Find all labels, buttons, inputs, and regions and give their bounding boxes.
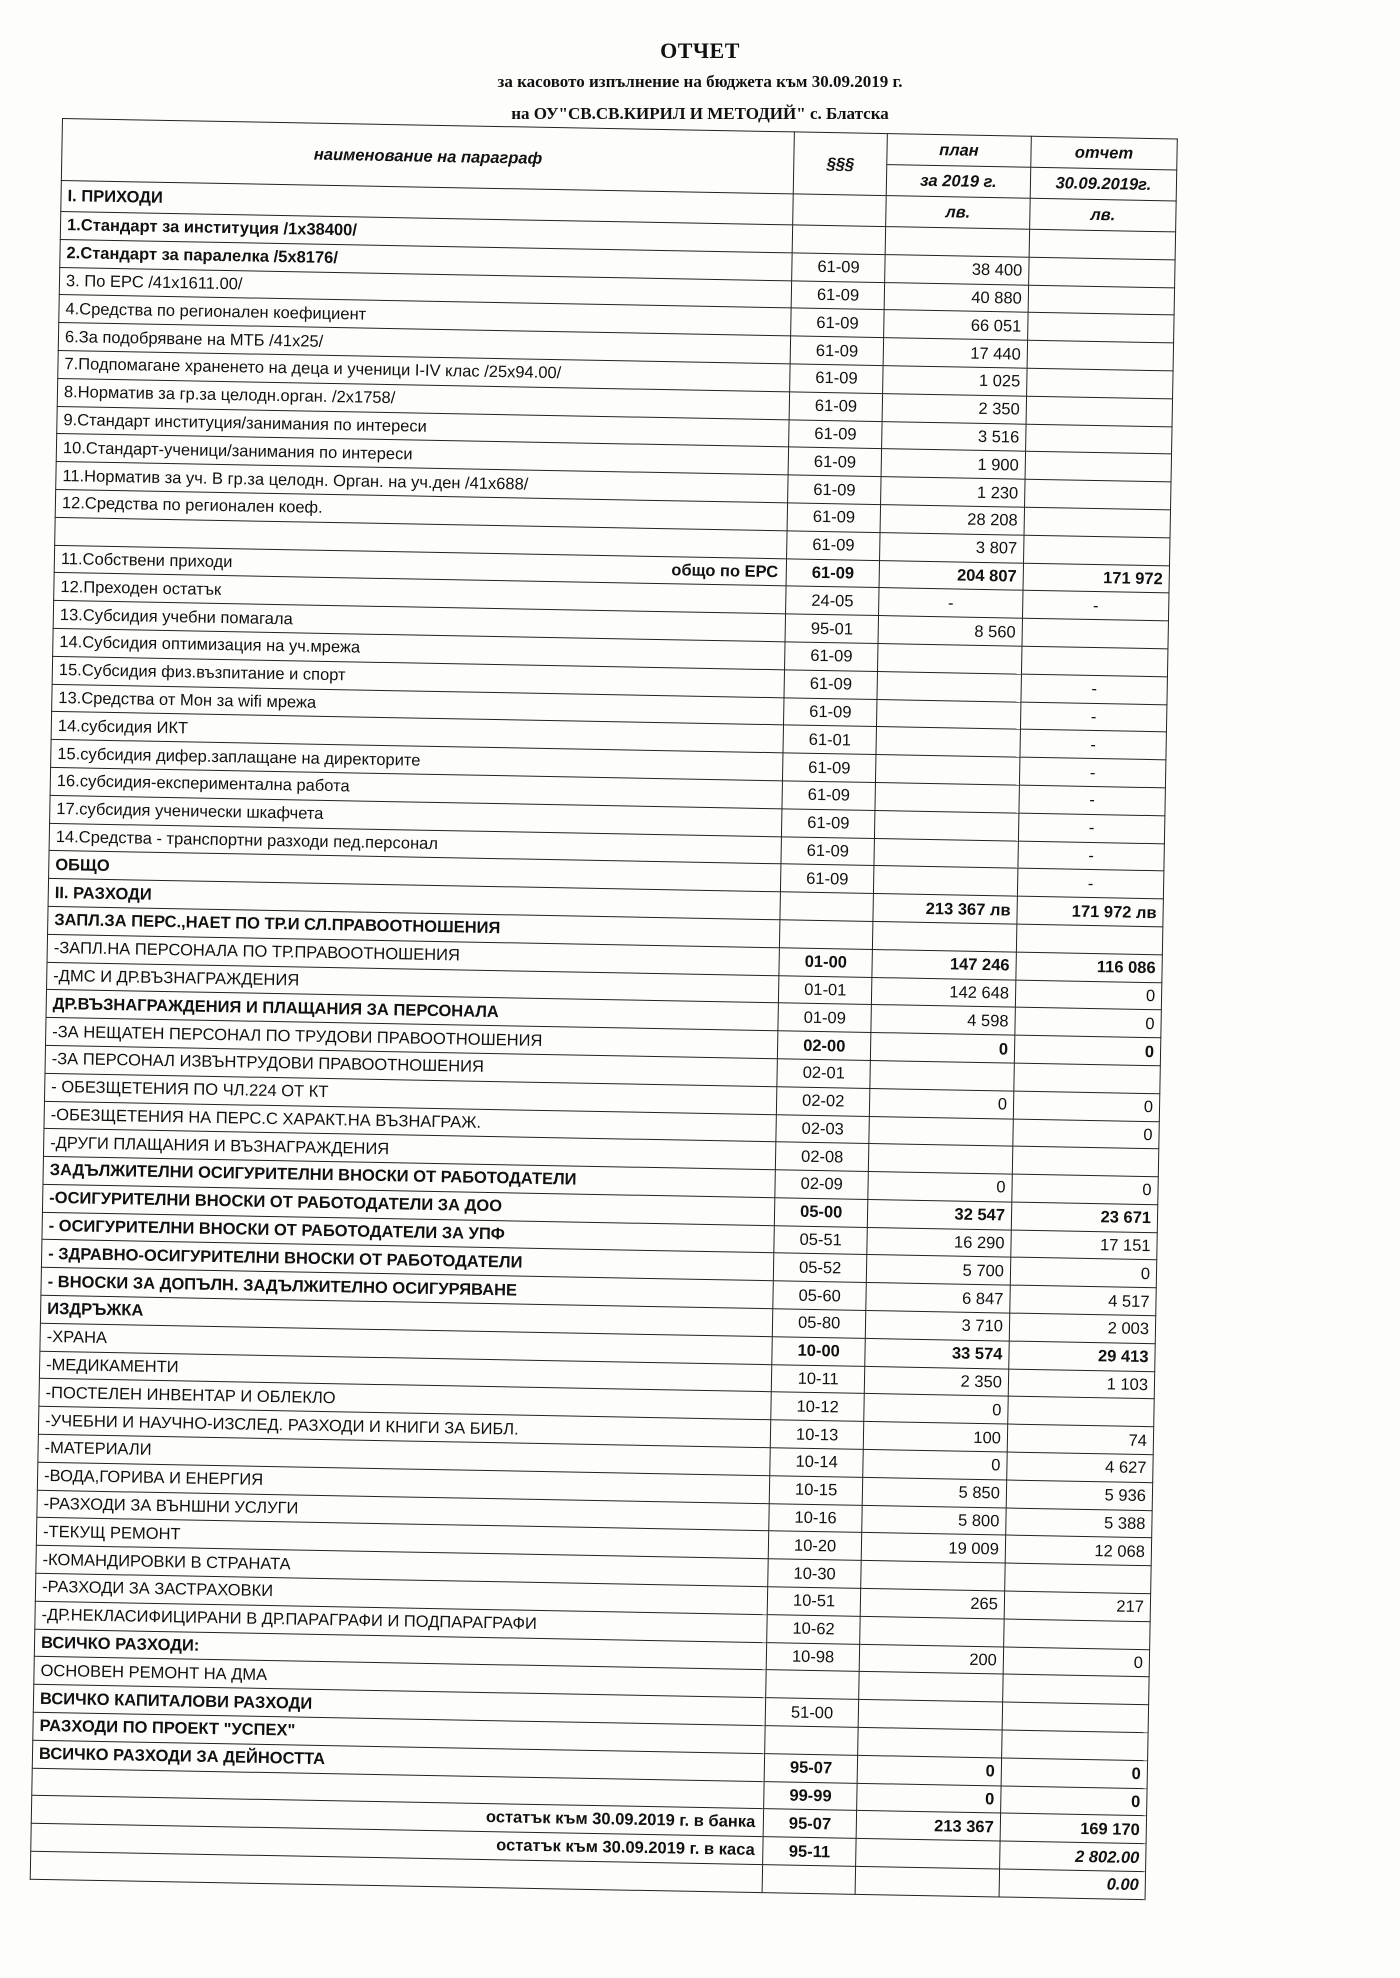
row-report bbox=[1012, 1146, 1159, 1176]
row-report bbox=[1028, 313, 1175, 343]
row-plan: 66 051 bbox=[884, 310, 1028, 340]
row-name: -ТЕКУЩ РЕМОНТ bbox=[36, 1518, 769, 1559]
row-code: 10-20 bbox=[769, 1531, 862, 1560]
table-body bbox=[30, 180, 1176, 1899]
row-report: - bbox=[1017, 868, 1164, 898]
row-code bbox=[780, 920, 873, 949]
row-name: 17.субсидия ученически шкафчета bbox=[50, 795, 783, 836]
row-report bbox=[1005, 1563, 1152, 1593]
row-code: 10-15 bbox=[770, 1476, 863, 1505]
row-name: ДР.ВЪЗНАГРАЖДЕНИЯ И ПЛАЩАНИЯ ЗА ПЕРСОНАЛА bbox=[46, 990, 779, 1031]
row-plan: 142 648 bbox=[871, 977, 1015, 1007]
row-report: - bbox=[1020, 702, 1167, 732]
row-code: 61-09 bbox=[781, 836, 874, 865]
report-unit: лв. bbox=[1030, 198, 1177, 232]
row-code: 02-00 bbox=[778, 1031, 871, 1060]
row-code: 10-14 bbox=[770, 1448, 863, 1477]
row-report: 171 972 bbox=[1023, 563, 1170, 593]
row-name: 1.Стандарт за институция /1x38400/ bbox=[60, 211, 793, 252]
row-report bbox=[1016, 924, 1163, 954]
plan-unit: лв. bbox=[886, 196, 1031, 230]
row-plan: 265 bbox=[860, 1588, 1004, 1618]
row-name: 7.Подпомагане храненето на деца и ученици I-IV клас /25x94.00/ bbox=[58, 350, 791, 391]
row-report: 23 671 bbox=[1011, 1202, 1158, 1232]
row-report bbox=[1025, 424, 1172, 454]
row-code: 10-30 bbox=[768, 1559, 861, 1588]
row-plan: 17 440 bbox=[883, 338, 1027, 368]
row-report: 2 802.00 bbox=[999, 1841, 1146, 1871]
row-plan: 213 367 лв bbox=[873, 894, 1017, 924]
row-code: 61-09 bbox=[785, 642, 878, 671]
row-code: 61-09 bbox=[786, 558, 879, 587]
row-plan: 16 290 bbox=[867, 1227, 1011, 1257]
row-name: 2.Стандарт за паралелка /5x8176/ bbox=[60, 239, 793, 280]
row-plan: 100 bbox=[863, 1422, 1007, 1452]
row-plan: 32 547 bbox=[867, 1199, 1011, 1229]
row-plan bbox=[876, 727, 1020, 757]
row-plan bbox=[874, 810, 1018, 840]
row-name: 12.Преходен остатък bbox=[54, 573, 787, 614]
row-plan bbox=[874, 838, 1018, 868]
row-plan: 6 847 bbox=[866, 1283, 1010, 1313]
row-plan bbox=[885, 227, 1029, 257]
row-report: - bbox=[1019, 785, 1166, 815]
row-name: РАЗХОДИ ПО ПРОЕКТ "УСПЕХ" bbox=[33, 1712, 766, 1753]
row-code: 61-09 bbox=[782, 781, 875, 810]
row-name: 14.Средства - транспортни разходи пед.персонал bbox=[49, 823, 782, 864]
row-plan bbox=[873, 866, 1017, 896]
row-name: 14.Субсидия оптимизация на уч.мрежа bbox=[53, 628, 786, 669]
row-name: 8.Норматив за гр.за целодн.орган. /2x1758/ bbox=[57, 378, 790, 419]
row-label: 11.Собствени приходи bbox=[60, 550, 233, 572]
row-code bbox=[762, 1865, 855, 1894]
row-code: 01-09 bbox=[778, 1003, 871, 1032]
row-name: -ОСИГУРИТЕЛНИ ВНОСКИ ОТ РАБОТОДАТЕЛИ ЗА ДОО bbox=[42, 1184, 775, 1225]
budget-table-sheet bbox=[30, 118, 1178, 1900]
row-report: 0 bbox=[1012, 1174, 1159, 1204]
row-code bbox=[793, 225, 886, 254]
row-report bbox=[1008, 1397, 1155, 1427]
row-name: ОСНОВЕН РЕМОНТ НА ДМА bbox=[34, 1657, 767, 1698]
row-report bbox=[1029, 229, 1176, 259]
row-report: - bbox=[1022, 591, 1169, 621]
report-title: ОТЧЕТ bbox=[660, 38, 740, 63]
row-code: 05-52 bbox=[774, 1253, 867, 1282]
row-report: 0.00 bbox=[999, 1869, 1146, 1899]
row-report: 29 413 bbox=[1009, 1341, 1156, 1371]
row-name: 15.субсидия дифер.заплащане на директорите bbox=[51, 740, 784, 781]
row-report: 171 972 лв bbox=[1017, 896, 1164, 926]
school-name: на ОУ"СВ.СВ.КИРИЛ И МЕТОДИЙ" с. Блатска bbox=[511, 104, 889, 123]
row-report: 217 bbox=[1004, 1591, 1151, 1621]
row-code: 02-02 bbox=[777, 1086, 870, 1115]
row-plan bbox=[858, 1727, 1002, 1757]
row-code: 02-08 bbox=[776, 1142, 869, 1171]
row-code: 02-03 bbox=[776, 1114, 869, 1143]
row-code: 61-09 bbox=[787, 503, 880, 532]
row-code bbox=[780, 892, 873, 921]
row-total-label: общо по ЕРС bbox=[671, 560, 779, 581]
row-code: 61-09 bbox=[790, 336, 883, 365]
row-code: 10-00 bbox=[772, 1337, 865, 1366]
row-name: ВСИЧКО РАЗХОДИ ЗА ДЕЙНОСТТА bbox=[32, 1740, 765, 1781]
row-code: 61-09 bbox=[789, 392, 882, 421]
row-report: 0 bbox=[1015, 980, 1162, 1010]
row-name: -ДМС И ДР.ВЪЗНАГРАЖДЕНИЯ bbox=[47, 962, 780, 1003]
row-code: 61-09 bbox=[787, 531, 880, 560]
row-code: 61-09 bbox=[791, 308, 884, 337]
row-report bbox=[1021, 646, 1168, 676]
row-plan: 28 208 bbox=[880, 505, 1024, 535]
row-code: 10-12 bbox=[771, 1392, 864, 1421]
row-plan bbox=[859, 1672, 1003, 1702]
row-report: 0 bbox=[1013, 1091, 1160, 1121]
row-report: 4 627 bbox=[1007, 1452, 1154, 1482]
row-report bbox=[1023, 535, 1170, 565]
row-code: 61-09 bbox=[790, 364, 883, 393]
row-plan bbox=[870, 1060, 1014, 1090]
row-name: - ВНОСКИ ЗА ДОПЪЛН. ЗАДЪЛЖИТЕЛНО ОСИГУРЯВАНЕ bbox=[41, 1268, 774, 1309]
row-name: -РАЗХОДИ ЗА ВЪНШНИ УСЛУГИ bbox=[37, 1490, 770, 1531]
row-name: ЗАДЪЛЖИТЕЛНИ ОСИГУРИТЕЛНИ ВНОСКИ ОТ РАБОТОДАТЕЛИ bbox=[43, 1156, 776, 1197]
row-name: 14.субсидия ИКТ bbox=[51, 712, 784, 753]
row-report bbox=[1025, 452, 1172, 482]
row-report: 0 bbox=[1015, 1007, 1162, 1037]
row-code: 95-01 bbox=[785, 614, 878, 643]
row-name: II. РАЗХОДИ bbox=[48, 879, 781, 920]
row-code: 01-00 bbox=[779, 948, 872, 977]
row-plan bbox=[877, 643, 1021, 673]
row-report: - bbox=[1019, 757, 1166, 787]
row-report bbox=[1026, 396, 1173, 426]
row-report: 0 bbox=[1001, 1758, 1148, 1788]
row-plan bbox=[869, 1116, 1013, 1146]
row-report bbox=[1028, 285, 1175, 315]
row-plan: 1 025 bbox=[883, 366, 1027, 396]
row-plan bbox=[876, 699, 1020, 729]
row-name: 9.Стандарт институция/занимания по интереси bbox=[57, 406, 790, 447]
row-plan bbox=[875, 755, 1019, 785]
col-header-plan: план bbox=[887, 134, 1032, 168]
row-plan bbox=[875, 782, 1019, 812]
row-report bbox=[1002, 1730, 1149, 1760]
row-name: -МЕДИКАМЕНТИ bbox=[39, 1351, 772, 1392]
row-report bbox=[1022, 618, 1169, 648]
row-name: -ЗА ПЕРСОНАЛ ИЗВЪНТРУДОВИ ПРАВООТНОШЕНИЯ bbox=[45, 1045, 778, 1086]
row-name: ОБЩО bbox=[49, 851, 782, 892]
row-plan: 147 246 bbox=[872, 949, 1016, 979]
row-name: ИЗДРЪЖКА bbox=[40, 1295, 773, 1336]
row-plan bbox=[860, 1616, 1004, 1646]
row-report bbox=[1003, 1674, 1150, 1704]
row-plan bbox=[858, 1700, 1002, 1730]
row-code: 99-99 bbox=[764, 1781, 857, 1810]
row-code: 61-09 bbox=[781, 864, 874, 893]
row-plan bbox=[872, 921, 1016, 951]
row-code: 95-07 bbox=[763, 1809, 856, 1838]
row-report bbox=[1002, 1702, 1149, 1732]
row-plan: 0 bbox=[857, 1755, 1001, 1785]
row-report: 74 bbox=[1007, 1424, 1154, 1454]
row-name: 3. По ЕРС /41x1611.00/ bbox=[59, 267, 792, 308]
row-plan: 1 900 bbox=[881, 449, 1025, 479]
row-plan: 3 516 bbox=[881, 421, 1025, 451]
row-name: 6.За подобряване на МТБ /41x25/ bbox=[58, 323, 791, 364]
row-report: - bbox=[1018, 813, 1165, 843]
report-subtitle: за касовото изпълнение на бюджета към 30.09.2019 г. bbox=[497, 72, 903, 91]
col-header-plan-year: за 2019 г. bbox=[886, 165, 1031, 199]
row-name: - ОБЕЗЩЕТЕНИЯ ПО ЧЛ.224 ОТ КТ bbox=[44, 1073, 777, 1114]
row-report bbox=[1024, 507, 1171, 537]
row-code: 61-09 bbox=[789, 419, 882, 448]
row-code: 61-09 bbox=[791, 280, 884, 309]
row-report: - bbox=[1020, 730, 1167, 760]
row-report: 0 bbox=[1001, 1786, 1148, 1816]
col-header-report: отчет bbox=[1031, 136, 1178, 170]
row-report bbox=[1014, 1063, 1161, 1093]
row-code: 02-01 bbox=[777, 1059, 870, 1088]
row-plan: - bbox=[878, 588, 1022, 618]
row-report: 0 bbox=[1013, 1119, 1160, 1149]
row-name: -КОМАНДИРОВКИ В СТРАНАТА bbox=[36, 1546, 769, 1587]
row-plan: 0 bbox=[868, 1172, 1012, 1202]
row-name: -МАТЕРИАЛИ bbox=[38, 1434, 771, 1475]
budget-table bbox=[30, 118, 1178, 1900]
row-plan: 8 560 bbox=[878, 616, 1022, 646]
row-name: 12.Средства по регионален коеф. bbox=[55, 489, 788, 530]
row-plan: 213 367 bbox=[856, 1811, 1000, 1841]
row-name: -ДРУГИ ПЛАЩАНИЯ И ВЪЗНАГРАЖДЕНИЯ bbox=[43, 1129, 776, 1170]
row-report: 0 bbox=[1003, 1647, 1150, 1677]
row-name: ВСИЧКО РАЗХОДИ: bbox=[34, 1629, 767, 1670]
row-plan: 4 598 bbox=[871, 1005, 1015, 1035]
row-report: 0 bbox=[1010, 1258, 1157, 1288]
row-plan: 0 bbox=[870, 1033, 1014, 1063]
row-name: -ЗАПЛ.НА ПЕРСОНАЛА ПО ТР.ПРАВООТНОШЕНИЯ bbox=[47, 934, 780, 975]
row-report bbox=[1026, 368, 1173, 398]
row-report: 2 003 bbox=[1009, 1313, 1156, 1343]
row-report bbox=[1027, 340, 1174, 370]
row-code: 05-80 bbox=[773, 1309, 866, 1338]
row-plan: 40 880 bbox=[884, 282, 1028, 312]
row-total-label: остатък към 30.09.2019 г. в банка bbox=[485, 1808, 756, 1832]
row-name: - ОСИГУРИТЕЛНИ ВНОСКИ ОТ РАБОТОДАТЕЛИ ЗА УПФ bbox=[42, 1212, 775, 1253]
row-plan: 1 230 bbox=[880, 477, 1024, 507]
row-plan: 38 400 bbox=[885, 254, 1029, 284]
row-name: I. ПРИХОДИ bbox=[61, 180, 794, 224]
row-name: 16.субсидия-експериментална работа bbox=[50, 767, 783, 808]
row-code: 61-09 bbox=[788, 447, 881, 476]
row-code bbox=[765, 1726, 858, 1755]
row-report: 5 388 bbox=[1006, 1508, 1153, 1538]
row-report: - bbox=[1018, 841, 1165, 871]
row-name: 13.Средства от Мон за wifi мрежа bbox=[52, 684, 785, 725]
row-code: 05-60 bbox=[773, 1281, 866, 1310]
row-name: -ОБЕЗЩЕТЕНИЯ НА ПЕРС.С ХАРАКТ.НА ВЪЗНАГРАЖ. bbox=[44, 1101, 777, 1142]
row-code: 95-07 bbox=[764, 1753, 857, 1782]
col-header-name: наименование на параграф bbox=[61, 119, 794, 194]
row-plan: 33 574 bbox=[865, 1338, 1009, 1368]
row-code: 61-09 bbox=[792, 253, 885, 282]
col-header-report-date: 30.09.2019г. bbox=[1030, 167, 1177, 201]
row-code: 10-98 bbox=[767, 1642, 860, 1671]
row-plan bbox=[877, 671, 1021, 701]
row-report: 5 936 bbox=[1006, 1480, 1153, 1510]
col-header-code: §§§ bbox=[794, 132, 888, 196]
row-code: 61-09 bbox=[782, 809, 875, 838]
row-name: 15.Субсидия физ.възпитание и спорт bbox=[52, 656, 785, 697]
row-name: ЗАПЛ.ЗА ПЕРС.,НАЕТ ПО ТР.И СЛ.ПРАВООТНОШЕНИЯ bbox=[48, 906, 781, 947]
row-report: 169 170 bbox=[1000, 1813, 1147, 1843]
row-report bbox=[1004, 1619, 1151, 1649]
row-code: 10-13 bbox=[771, 1420, 864, 1449]
row-name: 13.Субсидия учебни помагала bbox=[53, 601, 786, 642]
row-code: 10-16 bbox=[769, 1503, 862, 1532]
row-code: 05-51 bbox=[774, 1225, 867, 1254]
row-plan bbox=[856, 1839, 1000, 1869]
row-code bbox=[766, 1670, 859, 1699]
row-name: ВСИЧКО КАПИТАЛОВИ РАЗХОДИ bbox=[33, 1684, 766, 1725]
row-code: 05-00 bbox=[775, 1198, 868, 1227]
row-code: 10-62 bbox=[767, 1615, 860, 1644]
row-name: -ДР.НЕКЛАСИФИЦИРАНИ В ДР.ПАРАГРАФИ И ПОДПАРАГРАФИ bbox=[35, 1601, 768, 1642]
row-name: -ПОСТЕЛЕН ИНВЕНТАР И ОБЛЕКЛО bbox=[39, 1379, 772, 1420]
row-code: 24-05 bbox=[786, 586, 879, 615]
row-report: 0 bbox=[1014, 1035, 1161, 1065]
row-plan: 5 700 bbox=[866, 1255, 1010, 1285]
row-report: 116 086 bbox=[1016, 952, 1163, 982]
row-name: 10.Стандарт-ученици/занимания по интереси bbox=[56, 434, 789, 475]
row-report: 12 068 bbox=[1005, 1535, 1152, 1565]
row-name: -УЧЕБНИ И НАУЧНО-ИЗСЛЕД. РАЗХОДИ И КНИГИ ЗА БИБЛ. bbox=[38, 1407, 771, 1448]
row-plan: 19 009 bbox=[861, 1533, 1005, 1563]
row-plan bbox=[855, 1866, 999, 1896]
row-code: 02-09 bbox=[775, 1170, 868, 1199]
row-name: -ЗА НЕЩАТЕН ПЕРСОНАЛ ПО ТРУДОВИ ПРАВООТНОШЕНИЯ bbox=[46, 1017, 779, 1058]
row-code: 61-09 bbox=[784, 670, 877, 699]
row-plan: 2 350 bbox=[882, 393, 1026, 423]
row-plan: 0 bbox=[864, 1394, 1008, 1424]
row-name: -РАЗХОДИ ЗА ЗАСТРАХОВКИ bbox=[35, 1573, 768, 1614]
row-plan: 204 807 bbox=[879, 560, 1023, 590]
row-report: 17 151 bbox=[1011, 1230, 1158, 1260]
row-code: 10-51 bbox=[768, 1587, 861, 1616]
row-plan: 3 710 bbox=[865, 1311, 1009, 1341]
row-code: 61-01 bbox=[783, 725, 876, 754]
row-report bbox=[1029, 257, 1176, 287]
row-total-label: остатък към 30.09.2019 г. в каса bbox=[496, 1836, 755, 1860]
row-plan: 0 bbox=[863, 1449, 1007, 1479]
row-code: 61-09 bbox=[788, 475, 881, 504]
row-plan: 0 bbox=[869, 1088, 1013, 1118]
row-code: 61-09 bbox=[784, 697, 877, 726]
row-report: 1 103 bbox=[1008, 1369, 1155, 1399]
row-plan: 5 800 bbox=[862, 1505, 1006, 1535]
row-name: -ХРАНА bbox=[40, 1323, 773, 1364]
row-name: - ЗДРАВНО-ОСИГУРИТЕЛНИ ВНОСКИ ОТ РАБОТОДАТЕЛИ bbox=[41, 1240, 774, 1281]
row-name: -ВОДА,ГОРИВА И ЕНЕРГИЯ bbox=[37, 1462, 770, 1503]
row-code: 01-01 bbox=[779, 975, 872, 1004]
row-report: - bbox=[1021, 674, 1168, 704]
row-code: 10-11 bbox=[772, 1364, 865, 1393]
row-plan: 200 bbox=[859, 1644, 1003, 1674]
row-plan bbox=[861, 1561, 1005, 1591]
row-name: 4.Средства по регионален коефициент bbox=[59, 295, 792, 336]
row-plan: 3 807 bbox=[879, 532, 1023, 562]
row-plan bbox=[868, 1144, 1012, 1174]
row-code: 61-09 bbox=[783, 753, 876, 782]
row-plan: 0 bbox=[857, 1783, 1001, 1813]
row-name: 11.Норматив за уч. В гр.за целодн. Орган. на уч.ден /41x688/ bbox=[56, 462, 789, 503]
row-code: 95-11 bbox=[763, 1837, 856, 1866]
row-code: 51-00 bbox=[766, 1698, 859, 1727]
row-plan: 5 850 bbox=[862, 1477, 1006, 1507]
row-report: 4 517 bbox=[1010, 1285, 1157, 1315]
row-plan: 2 350 bbox=[864, 1366, 1008, 1396]
row-report bbox=[1024, 479, 1171, 509]
